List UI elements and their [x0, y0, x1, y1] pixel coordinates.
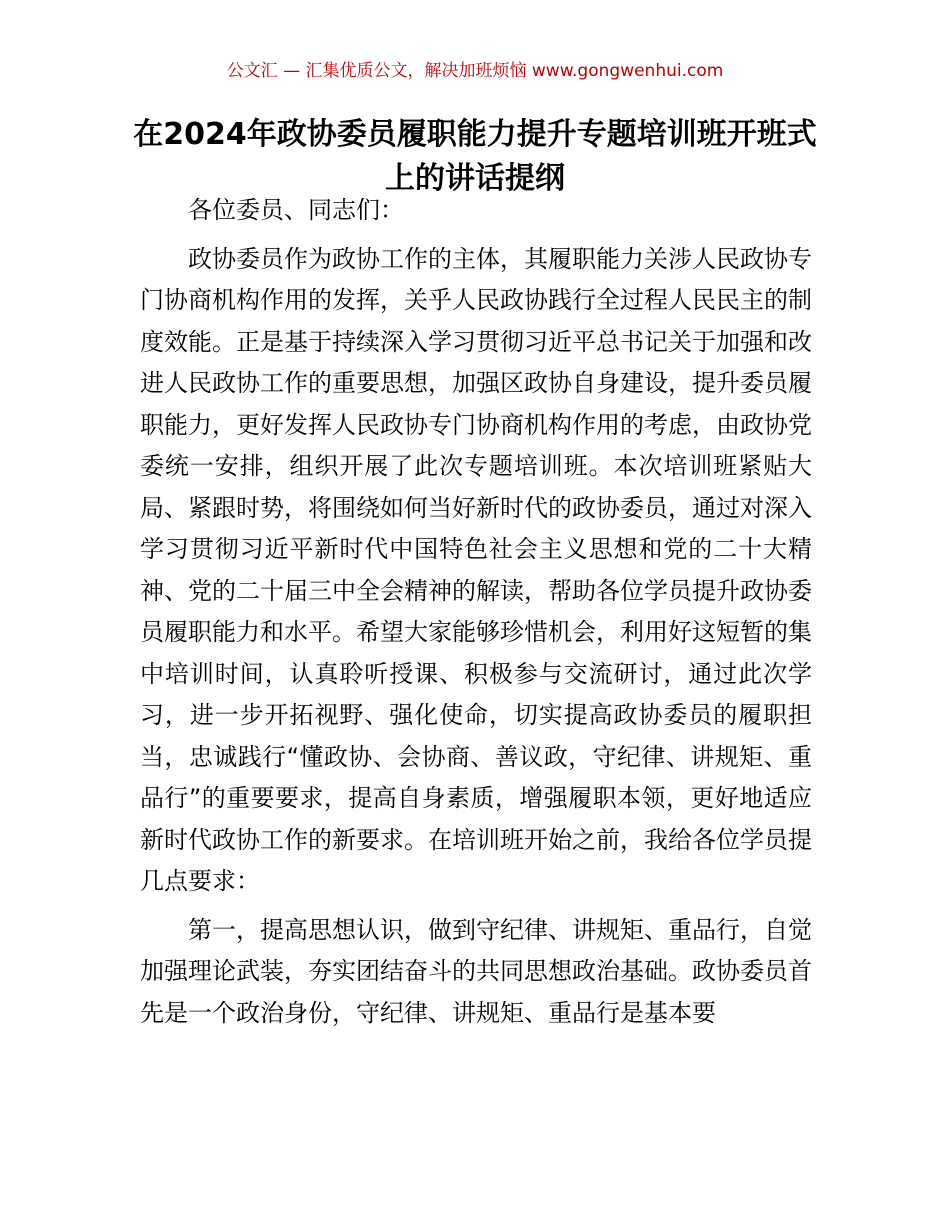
document-title: 在2024年政协委员履职能力提升专题培训班开班式上的讲话提纲 — [133, 117, 817, 196]
site-banner: 公文汇 — 汇集优质公文，解决加班烦恼 www.gongwenhui.com — [226, 61, 724, 81]
document-body — [140, 190, 812, 1041]
salutation: 各位委员、同志们： — [188, 196, 404, 224]
paragraph: 政协委员作为政协工作的主体，其履职能力关涉人民政协专门协商机构作用的发挥，关乎人民政协践行全过程人民民主的制度效能。正是基于持续深入学习贯彻习近平总书记关于加强和改进人民政协工作的重要思想，加强区政协自身建设，提升委员履职能力，更好发挥人民政协专门协商机构作用的考虑，由政协党委统一安排，组织开展了此次专题培训班。本次培训班紧贴大局、紧跟时势，将围绕如何当好新时代的政协委员，通过对深入学习贯彻习近平新时代中国特色社会主义思想和党的二十大精神、党的二十届三中全会精神的解读，帮助各位学员提升政协委员履职能力和水平。希望大家能够珍惜机会，利用好这短暂的集中培训时间，认真聆听授课、积极参与交流研讨，通过此次学习，进一步开拓视野、强化使命，切实提高政协委员的履职担当，忠诚践行“懂政协、会协商、善议政，守纪律、讲规矩、重品行”的重要要求，提高自身素质，增强履职本领，更好地适应新时代政协工作的新要求。在培训班开始之前，我给各位学员提几点要求： — [140, 244, 812, 895]
paragraph: 第一，提高思想认识，做到守纪律、讲规矩、重品行，自觉加强理论武装，夯实团结奋斗的共同思想政治基础。政协委员首先是一个政治身份，守纪律、讲规矩、重品行是基本要 — [140, 915, 812, 1027]
